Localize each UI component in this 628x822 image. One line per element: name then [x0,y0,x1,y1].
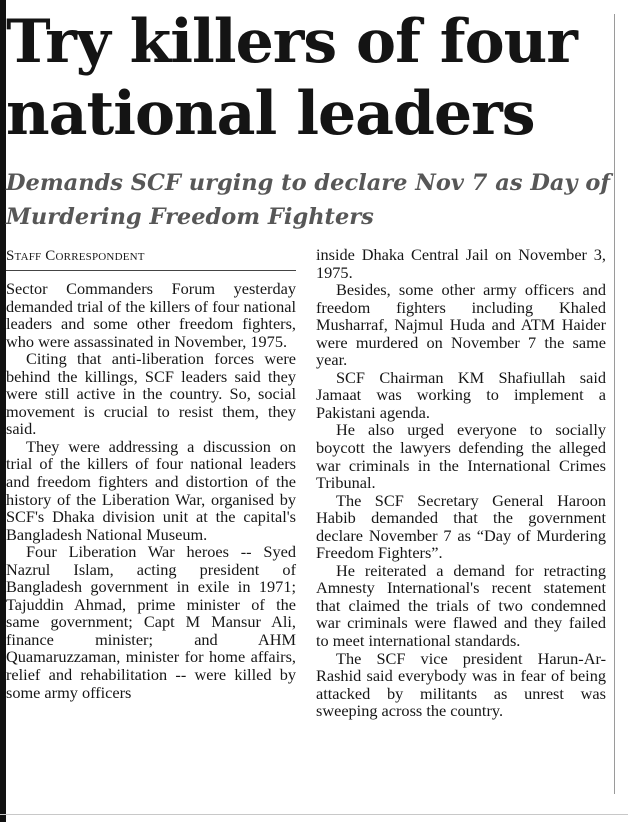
article-column-right [316,246,606,720]
paragraph-2: Citing that anti-liberation forces were behind the killings, SCF leaders said they were still active in the country. So, social movement is crucial to resist them, they said. [6,349,296,439]
paragraph-4-continued: inside Dhaka Central Jail on November 3, 1975. [316,245,606,282]
bottom-rule [0,814,628,815]
paragraph-6: SCF Chairman KM Shafiullah said Jamaat was working to implement a Pakistani agenda. [316,367,606,422]
article-column-left [6,280,296,701]
paragraph-9: He reiterated a demand for retracting Amnesty International's recent statement that claimed the trials of two condemned war criminals were flawed and they failed to meet international standards. [316,560,606,651]
right-column-rule [614,14,615,794]
byline-divider [6,270,296,271]
paragraph-1: Sector Commanders Forum yesterday demanded trial of the killers of four national leaders and some other freedom fighters, who were assassinated in November, 1975. [6,279,296,351]
paragraph-7: He also urged everyone to socially boycott the lawyers defending the alleged war criminals in the International Crimes Tribunal. [316,420,606,493]
paragraph-8: The SCF Secretary General Haroon Habib demanded that the government declare November 7 as “Day of Murdering Freedom Fighters”. [316,490,606,563]
subheadline: Demands SCF urging to declare Nov 7 as Day of Murdering Freedom Fighters [6,170,611,230]
paragraph-10: The SCF vice president Harun-Ar-Rashid said everybody was in fear of being attacked by militants as unrest was sweeping across the country. [316,648,606,721]
paragraph-4-part-1: Four Liberation War heroes -- Syed Nazrul Islam, acting president of Bangladesh government in exile in 1971; Tajuddin Ahmad, prime minister of the same government; Capt M Mansur Ali, finance minister; and AHM Quamaruzzaman, minister for home affairs, relief and rehabilitation -- were killed by some army officers [6,542,296,702]
headline: Try killers of four national leaders [6,7,577,149]
byline: Staff Correspondent [6,248,145,264]
paragraph-3: They were addressing a discussion on trial of the killers of four national leaders and freedom fighters and distortion of the history of the Liberation War, organised by SCF's Dhaka division unit at the capital's Bangladesh National Museum. [6,436,296,544]
paragraph-5: Besides, some other army officers and freedom fighters including Khaled Musharraf, Najmul Huda and ATM Haider were murdered on November 7 the same year. [316,280,606,370]
